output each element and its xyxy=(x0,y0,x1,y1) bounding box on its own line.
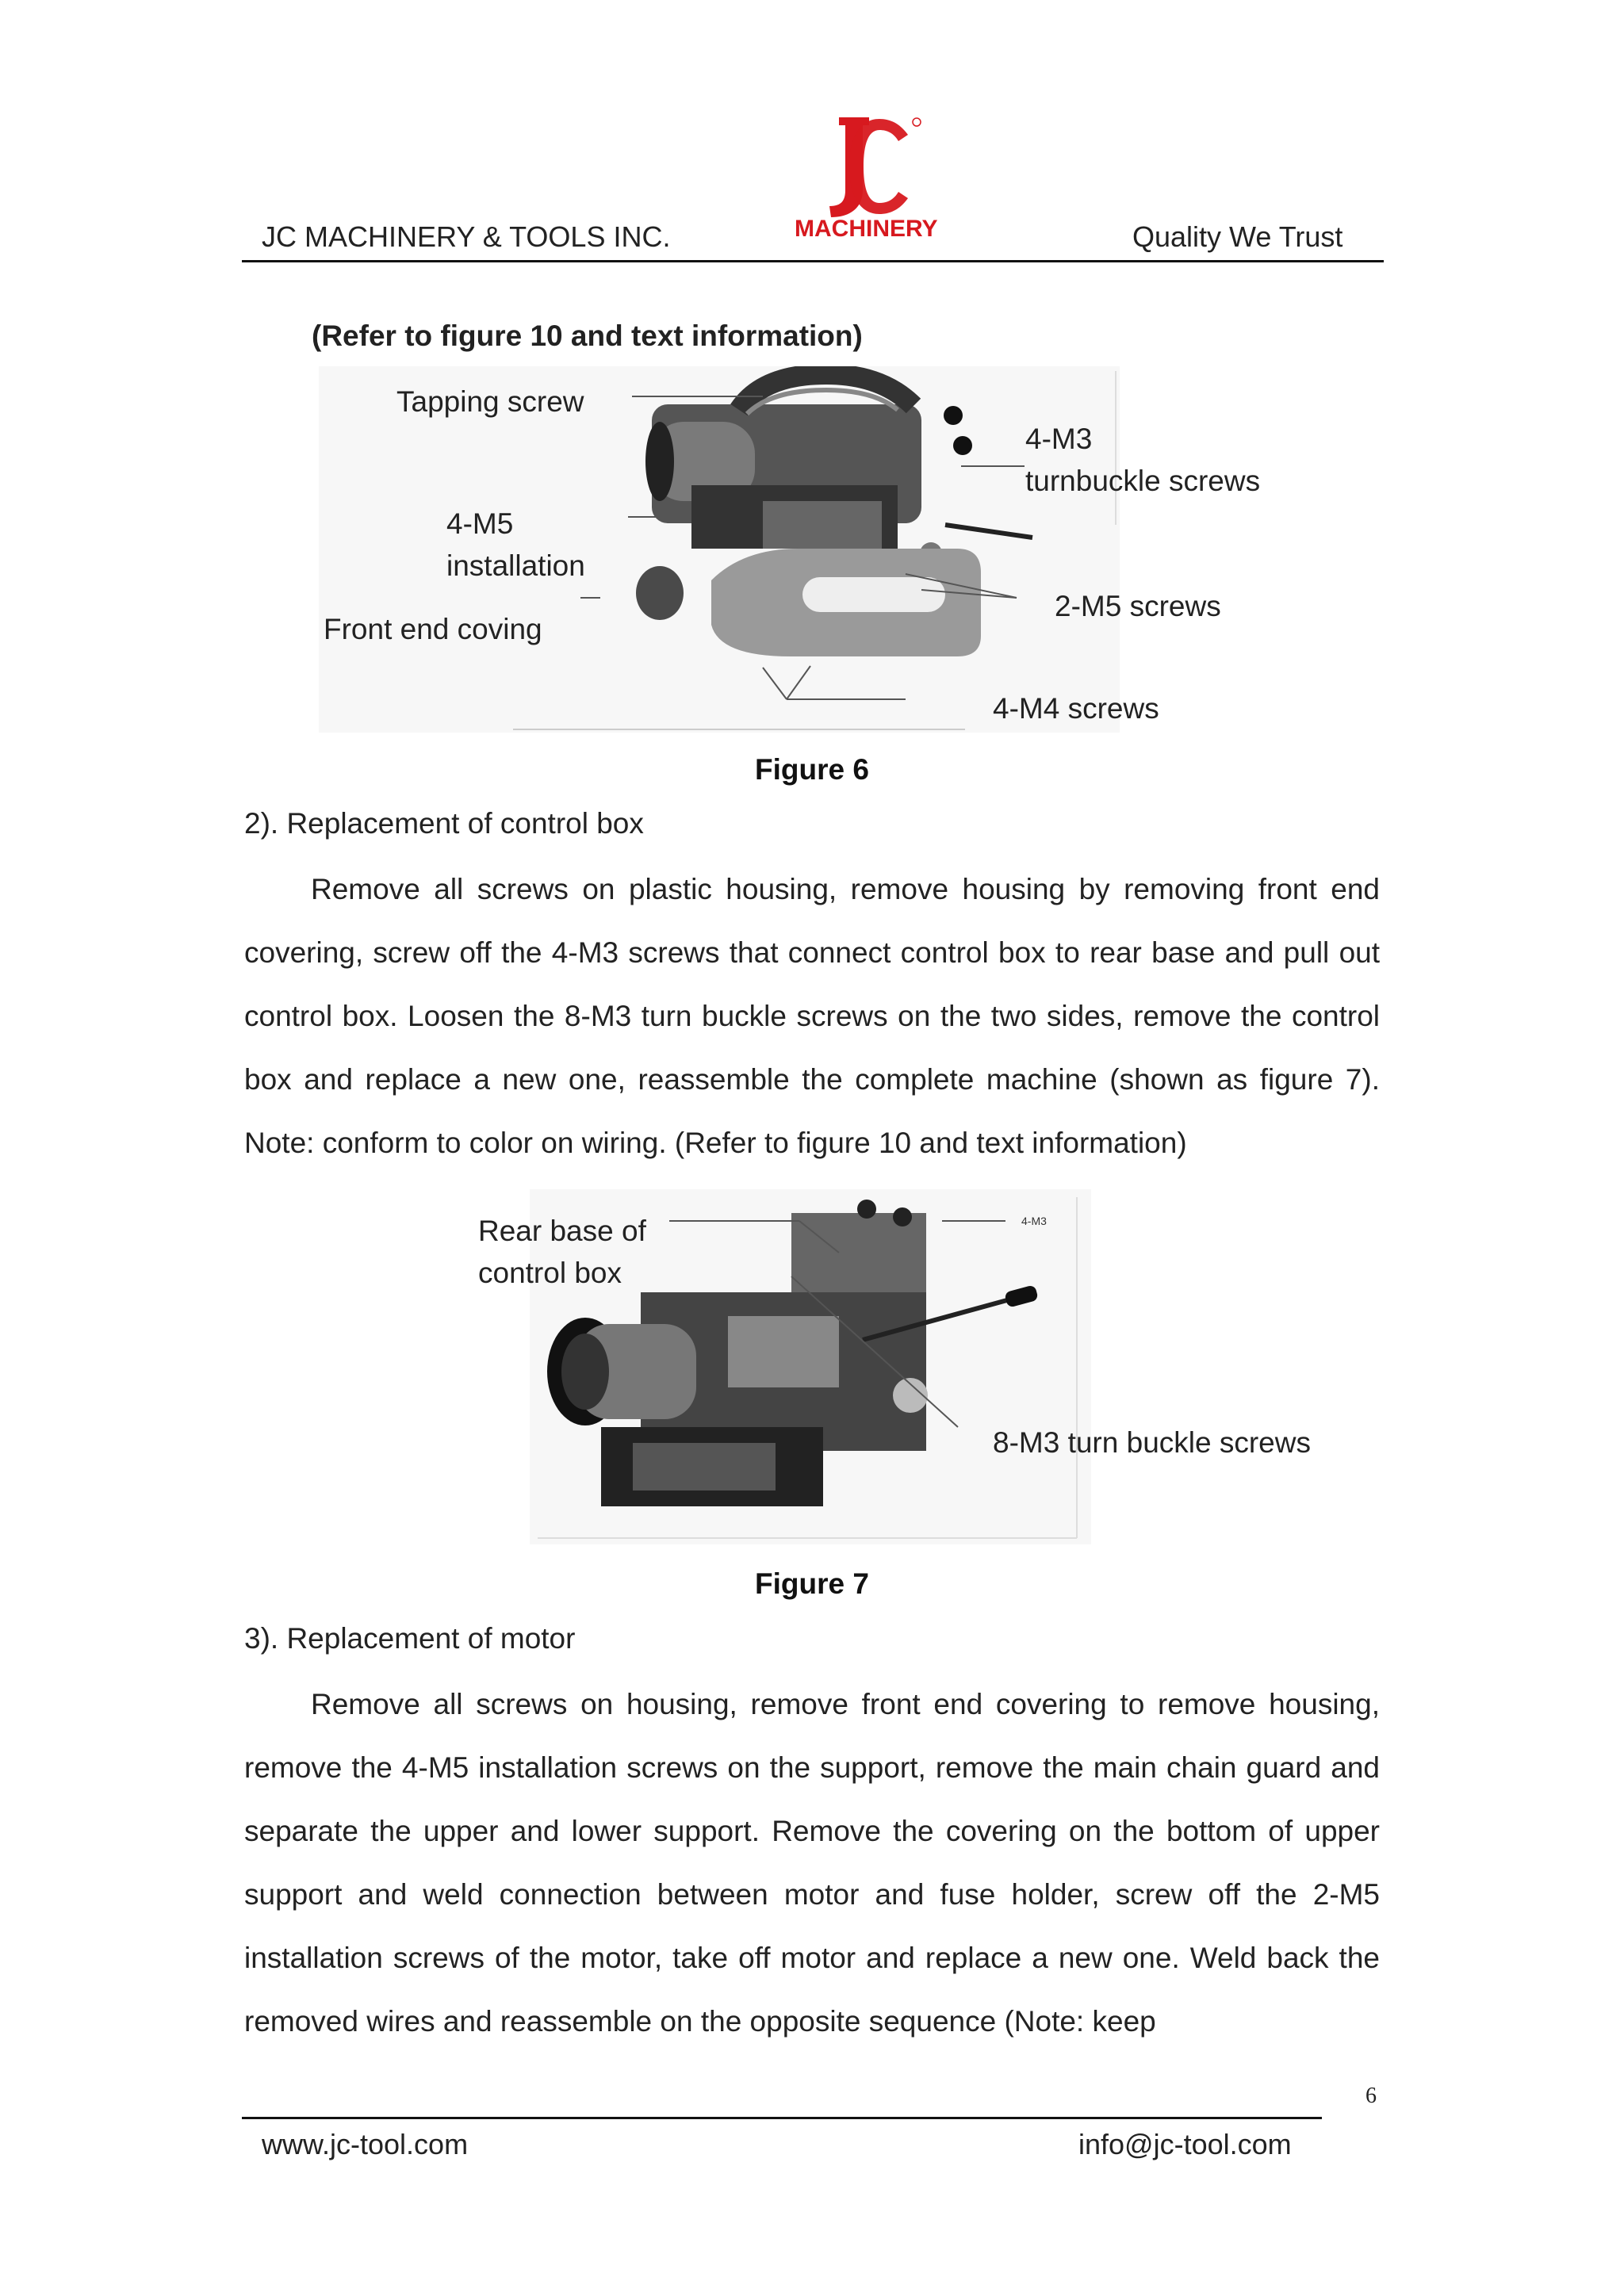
brand-logo xyxy=(785,111,936,246)
section-2-heading: 2). Replacement of control box xyxy=(244,807,644,840)
footer-rule xyxy=(242,2117,1322,2119)
page-number: 6 xyxy=(1365,2084,1377,2108)
label-4m4-screws: 4-M4 screws xyxy=(993,692,1159,725)
label-4m3-line2: turnbuckle screws xyxy=(1025,465,1261,497)
label-rear-base-line2: control box xyxy=(478,1257,622,1289)
label-4m5-line1: 4-M5 xyxy=(446,507,514,540)
refer-heading: (Refer to figure 10 and text information) xyxy=(312,320,863,352)
label-rear-base-line1: Rear base of xyxy=(478,1215,646,1247)
header-company: JC MACHINERY & TOOLS INC. xyxy=(262,220,671,253)
label-4m3-line1: 4-M3 xyxy=(1025,423,1093,455)
section-2-paragraph: Remove all screws on plastic housing, remove housing by removing front end covering, screw off the 4-M3 screws that connect control box to rear base and pull out control box. Loosen the 8-M3 turn buckle screws on the two sides, remove the control box and replace a new one, reassemble the complete machine (shown as figure 7). Note: conform to color on wiring. (Refer to figure 10 and text information) xyxy=(244,873,1380,1159)
header-rule xyxy=(242,260,1384,262)
figure-7-caption: Figure 7 xyxy=(755,1567,869,1600)
label-4m3-small: 4-M3 xyxy=(1021,1215,1047,1227)
logo-word: MACHINERY xyxy=(795,216,938,242)
label-2m5-screws: 2-M5 screws xyxy=(1055,590,1221,622)
section-3-paragraph: Remove all screws on housing, remove front end covering to remove housing, remove the 4-M5 installation screws on the support, remove the main chain guard and separate the upper and lower support. Remove the covering on the bottom of upper support and weld connection between motor and fuse holder, screw off the 2-M5 installation screws of the motor, take off motor and replace a new one. Weld back the removed wires and reassemble on the opposite sequence (Note: keep xyxy=(244,1688,1380,2038)
footer-website[interactable]: www.jc-tool.com xyxy=(262,2128,469,2160)
label-4m5-line2: installation xyxy=(446,549,585,582)
label-tapping-screw: Tapping screw xyxy=(396,385,584,418)
label-front-end: Front end coving xyxy=(324,613,542,645)
figure-6-caption: Figure 6 xyxy=(755,753,869,786)
section-3-heading: 3). Replacement of motor xyxy=(244,1622,576,1655)
header-tagline: Quality We Trust xyxy=(1132,220,1343,253)
footer-email[interactable]: info@jc-tool.com xyxy=(1078,2128,1292,2160)
label-turn-buckle: 8-M3 turn buckle screws xyxy=(993,1426,1311,1459)
